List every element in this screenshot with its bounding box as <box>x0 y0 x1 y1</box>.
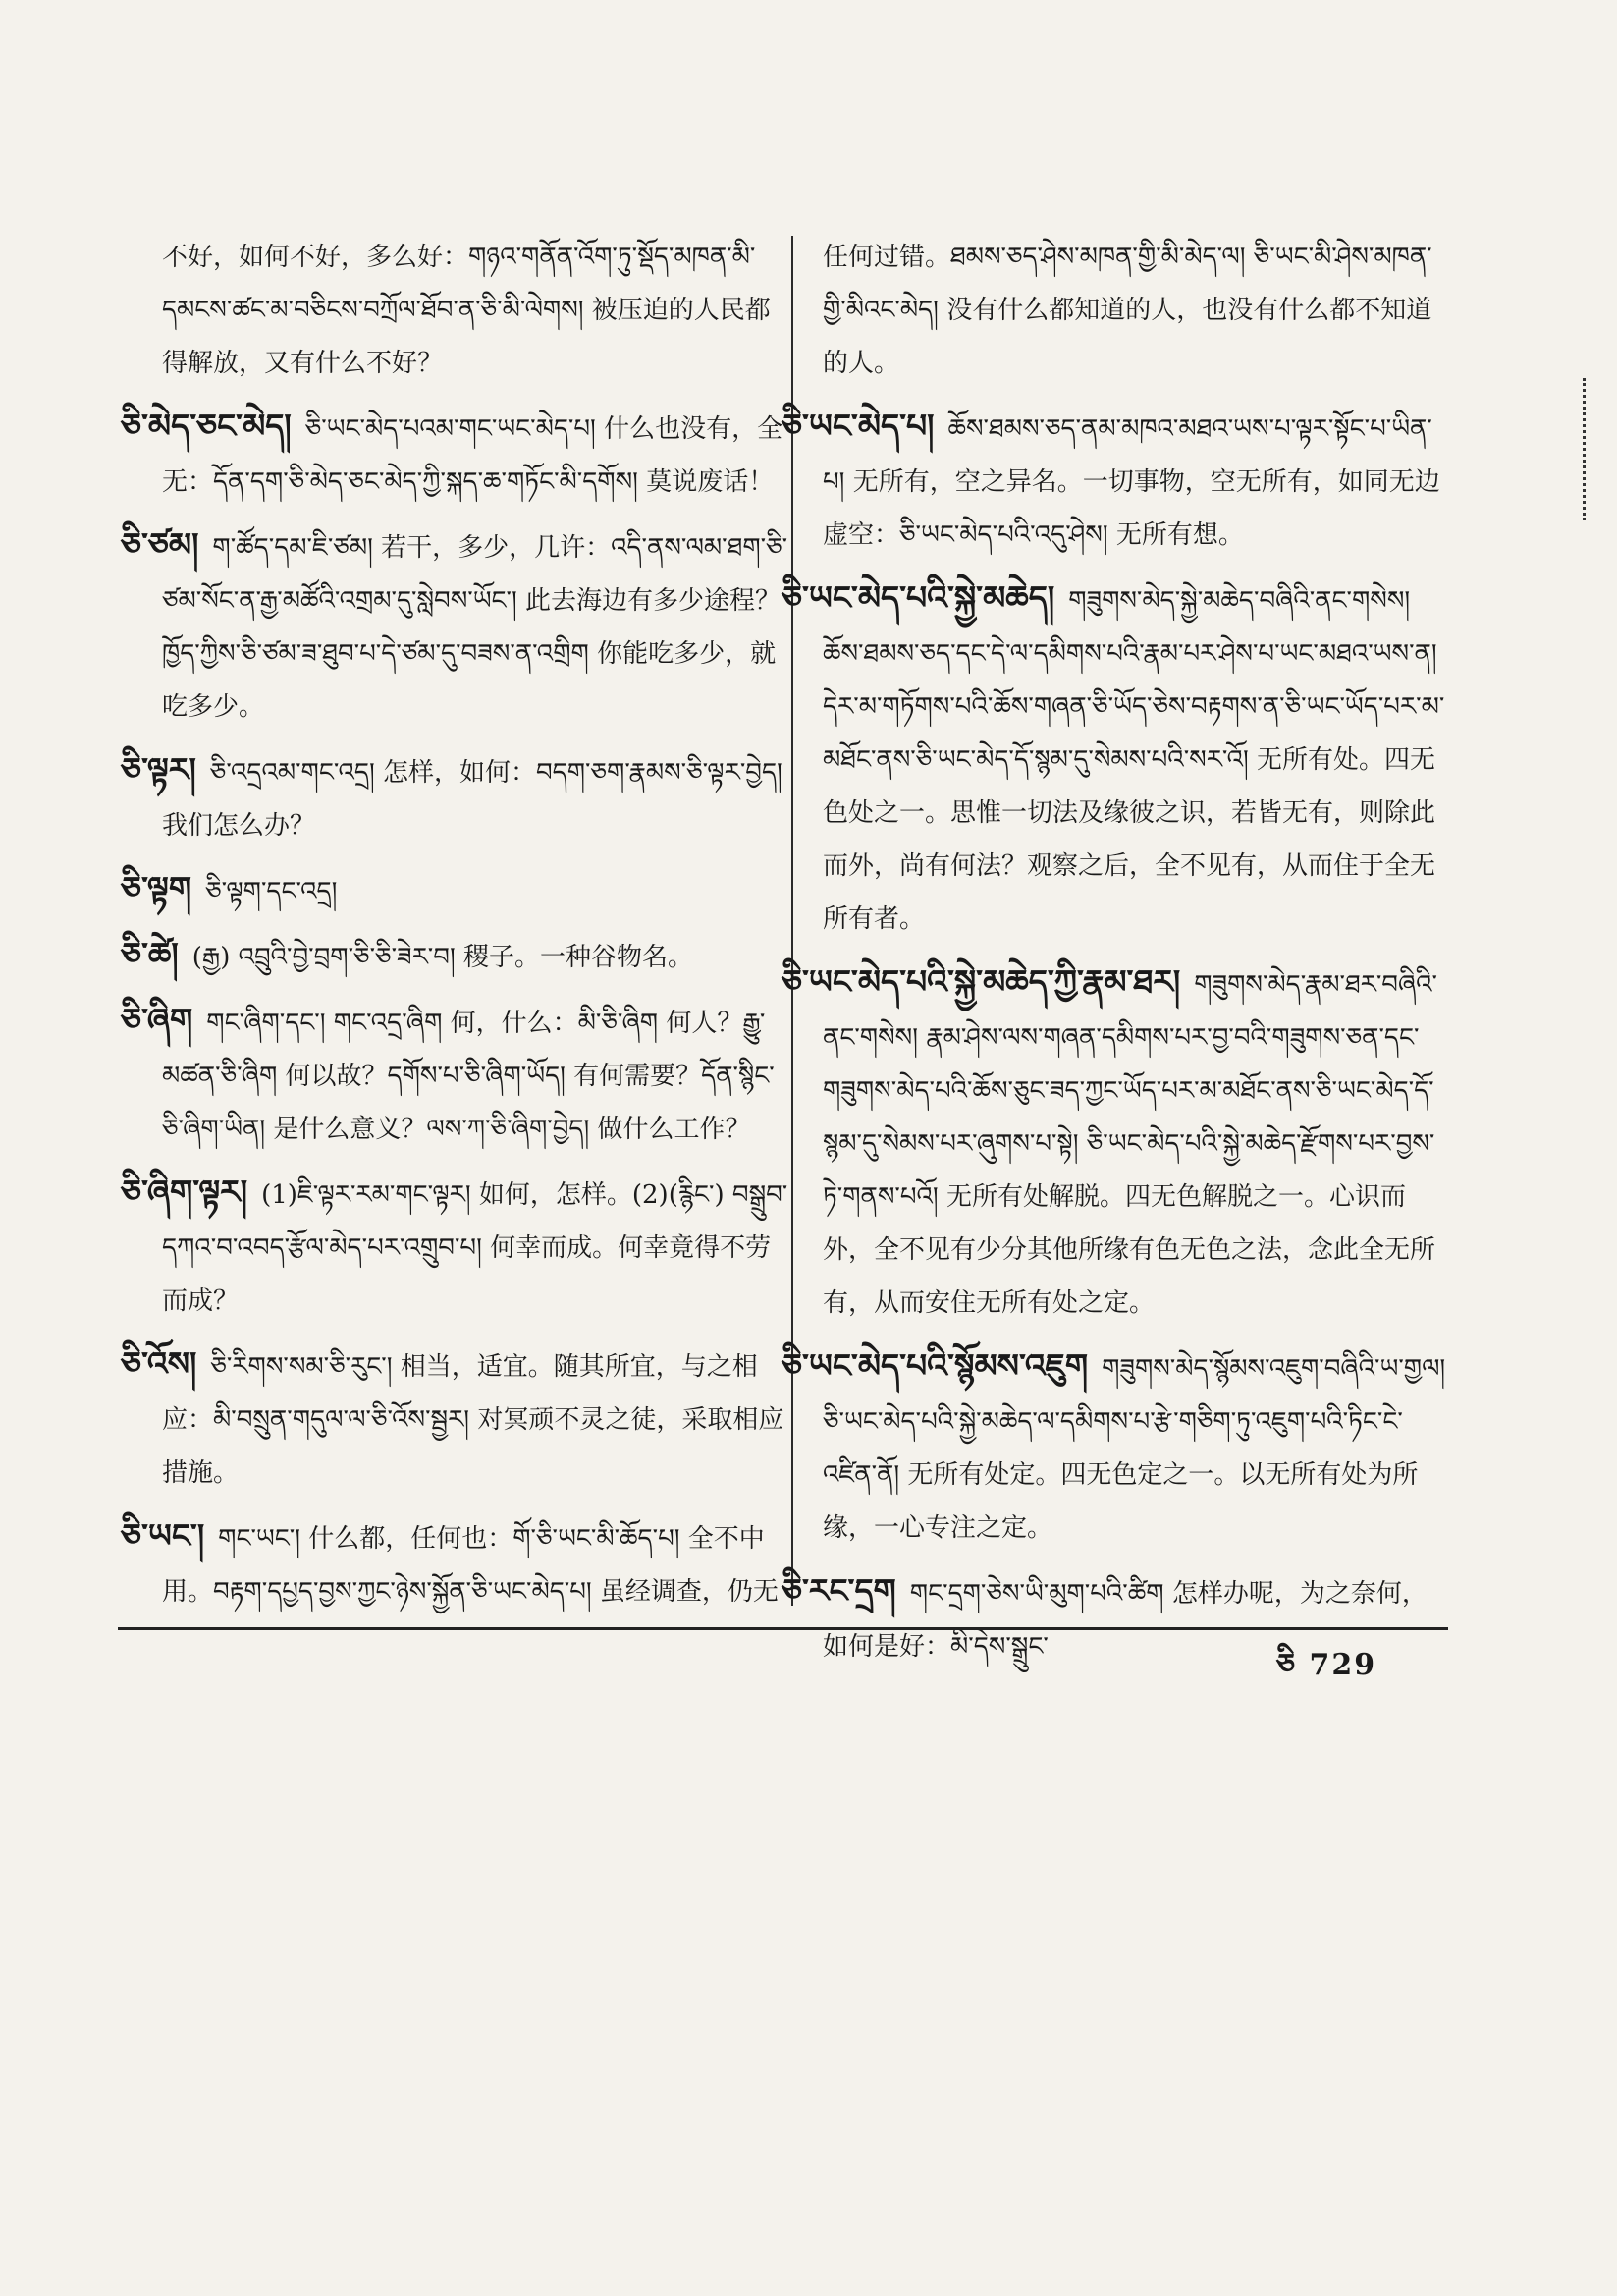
entry-definition: ཅི་རིགས་སམ་ཅི་རུང་། 相当，适宜。随其所宜，与之相应：མི་བསྲུན་གདུལ་ལ་ཅི་འོས་སྦྱར། 对冥顽不灵之徒，采取相应措施。 <box>162 1352 784 1488</box>
dictionary-entry <box>121 1338 790 1500</box>
entry-headword: ཅི་ཡང་མེད་པའི་སྙོམས་འཇུག <box>782 1346 1089 1385</box>
entry-definition: ཅི་འདྲའམ་གང་འདྲ། 怎样，如何：བདག་ཅག་རྣམས་ཅི་ལྟར་བྱེད། 我们怎么办？ <box>162 758 782 841</box>
entry-definition: གཟུགས་མེད་སྐྱེ་མཆེད་བཞིའི་ནང་གསེས། ཆོས་ཐམས་ཅད་དང་དེ་ལ་དམིགས་པའི་རྣམ་པར་ཤེས་པ་ཡང་མཐའ་ཡས་ན། དེར་མ་གཏོགས་པའི་ཆོས་གཞན་ཅི་ཡོད་ཅེས་བརྟགས་ན་ཅི་ཡང་ཡོད་པར་མ་མཐོང་ནས་ཅི་ཡང་མེད་དོ་སྙམ་དུ་སེམས་པའི་སར་འོ། 无所有处。四无色处之一。思惟一切法及缘彼之识，若皆无有，则除此而外，尚有何法？观察之后，全不见有，从而住于全无所有者。 <box>823 586 1445 934</box>
entry-headword: ཅི་ཡང་མེད་པའི་སྐྱེ་མཆེད་ཀྱི་རྣམ་ཐར། <box>782 962 1181 1001</box>
entry-headword: ཅི་ཡང་། <box>121 1516 205 1555</box>
entry-definition: གཟུགས་མེད་སྙོམས་འཇུག་བཞིའི་ཡ་གྱལ། ཅི་ཡང་མེད་པའི་སྐྱེ་མཆེད་ལ་དམིགས་པ་རྩེ་གཅིག་ཏུ་འཇུག་པའི་ཏིང་ངེ་འཛིན་ནོ། 无所有处定。四无色定之一。以无所有处为所缘，一心专注之定。 <box>823 1354 1446 1543</box>
entry-headword: ཅི་འོས། <box>121 1344 197 1383</box>
entry-headword: ཅི་མེད་ཅང་མེད། <box>121 407 292 445</box>
dictionary-entry <box>121 862 790 918</box>
entry-headword: ཅི་ལྟར། <box>121 750 196 789</box>
entry-headword: ཅི་ཡང་མེད་པའི་སྐྱེ་མཆེད། <box>782 578 1055 617</box>
dictionary-entry <box>121 928 790 984</box>
entry-headword: ཅི་ལྟག <box>121 869 192 907</box>
dictionary-entry <box>162 231 790 390</box>
entry-headword: ཅི་ཙམ། <box>121 525 199 564</box>
dictionary-entry <box>121 519 790 734</box>
entry-definition: གང་ཞིག་དང་། གང་འདྲ་ཞིག 何，什么：མི་ཅི་ཞིག 何人？རྒྱུ་མཚན་ཅི་ཞིག 何以故？དགོས་པ་ཅི་ཞིག་ཡོད། 有何需要？དོན་སྙིང་ཅི་ཞིག་ཡིན། 是什么意义？ལས་ཀ་ཅི་ཞིག་བྱེད། 做什么工作？ <box>162 1009 775 1144</box>
dictionary-entry <box>121 1509 790 1618</box>
entry-definition: ཅི་ལྟག་དང་འདྲ། <box>205 877 338 906</box>
entry-definition: གང་ཡང་། 什么都，任何也：གོ་ཅི་ཡང་མི་ཆོད་པ། 全不中用。བརྟག་དཔྱད་བྱས་ཀྱང་ཉེས་སྐྱོན་ཅི་ཡང་མེད་པ། 虽经调查，仍无 <box>162 1524 779 1607</box>
page-number: ཅི 729 <box>1276 1648 1377 1682</box>
dictionary-entry <box>782 956 1451 1330</box>
dictionary-entry <box>121 400 790 509</box>
footer-rule <box>118 1627 1448 1630</box>
entry-definition: གང་དྲག་ཅེས་ཡི་མུག་པའི་ཚིག 怎样办呢，为之奈何，如何是好：མི་དེས་སྒྲུང་ <box>823 1579 1428 1662</box>
right-column <box>782 231 1451 1683</box>
dictionary-entry <box>121 743 790 852</box>
entry-headword: ཅི་རང་དྲག <box>782 1571 896 1610</box>
dictionary-entry <box>121 1166 790 1328</box>
entry-definition: ཅི་ཡང་མེད་པའམ་གང་ཡང་མེད་པ། 什么也没有，全无：དོན་དག་ཅི་མེད་ཅང་མེད་ཀྱི་སྐད་ཆ་གཏོང་མི་དགོས། 莫说废话！ <box>162 414 783 497</box>
entry-headword: ཅི་ཞིག <box>121 1001 193 1039</box>
entry-headword: ཅི་ཚེ། <box>121 935 179 973</box>
entry-definition: ཆོས་ཐམས་ཅད་ནམ་མཁའ་མཐའ་ཡས་པ་ལྟར་སྟོང་པ་ཡིན་པ། 无所有，空之异名。一切事物，空无所有，如同无边虚空：ཅི་ཡང་མེད་པའི་འདུ་ཤེས། 无所有想。 <box>823 414 1440 550</box>
entry-definition: 不好，如何不好，多么好：གཉའ་གནོན་འོག་ཏུ་སྡོད་མཁན་མི་དམངས་ཚང་མ་བཅིངས་བཀྲོལ་ཐོབ་ན་ཅི་མི་ལེགས། 被压迫的人民都得解放，又有什么不好？ <box>162 243 771 378</box>
entry-definition: ག་ཚོད་དམ་ཇི་ཙམ། 若干，多少，几许：འདི་ནས་ལམ་ཐག་ཅི་ཙམ་སོང་ན་རྒྱ་མཚོའི་འགྲམ་དུ་སླེབས་ཡོང་། 此去海边有多少途程？ཁྱོད་ཀྱིས་ཅི་ཙམ་ཟ་ཐུབ་པ་དེ་ཙམ་དུ་བཟས་ན་འགྲིག 你能吃多少，就吃多少。 <box>162 533 788 722</box>
dictionary-entry <box>823 231 1451 390</box>
entry-headword: ཅི་ཞིག་ལྟར། <box>121 1173 248 1211</box>
dictionary-entry <box>782 400 1451 562</box>
dictionary-entry <box>782 1339 1451 1555</box>
dictionary-entry <box>121 994 790 1156</box>
entry-definition: (རྒྱ) འབྲུའི་བྱེ་བྲག་ཅི་ཅི་ཟེར་བ། 稷子。一种谷物名。 <box>191 943 693 972</box>
left-column <box>121 231 790 1628</box>
edge-marks <box>1583 378 1597 520</box>
entry-definition: (1)ཇི་ལྟར་རམ་གང་ལྟར། 如何，怎样。(2)(རྙིང་) བསྒྲུབ་དཀའ་བ་འབད་རྩོལ་མེད་པར་འགྲུབ་པ། 何幸而成。何幸竟得不劳而成？ <box>162 1180 788 1316</box>
dictionary-entry <box>782 572 1451 946</box>
entry-headword: ཅི་ཡང་མེད་པ། <box>782 407 935 445</box>
entry-definition: གཟུགས་མེད་རྣམ་ཐར་བཞིའི་ནང་གསེས། རྣམ་ཤེས་ལས་གཞན་དམིགས་པར་བྱ་བའི་གཟུགས་ཅན་དང་གཟུགས་མེད་པའི་ཆོས་ཅུང་ཟད་ཀྱང་ཡོད་པར་མ་མཐོང་ནས་ཅི་ཡང་མེད་དོ་སྙམ་དུ་སེམས་པར་ཞུགས་པ་སྟེ། ཅི་ཡང་མེད་པའི་སྐྱེ་མཆེད་རྫོགས་པར་བྱས་ཏེ་གནས་པའོ། 无所有处解脱。四无色解脱之一。心识而外，全不见有少分其他所缘有色无色之法，念此全无所有，从而安住无所有处之定。 <box>823 970 1438 1318</box>
entry-definition: 任何过错。ཐམས་ཅད་ཤེས་མཁན་གྱི་མི་མེད་ལ། ཅི་ཡང་མི་ཤེས་མཁན་གྱི་མིའང་མེད། 没有什么都知道的人，也没有什么都不知道的人。 <box>823 243 1432 378</box>
